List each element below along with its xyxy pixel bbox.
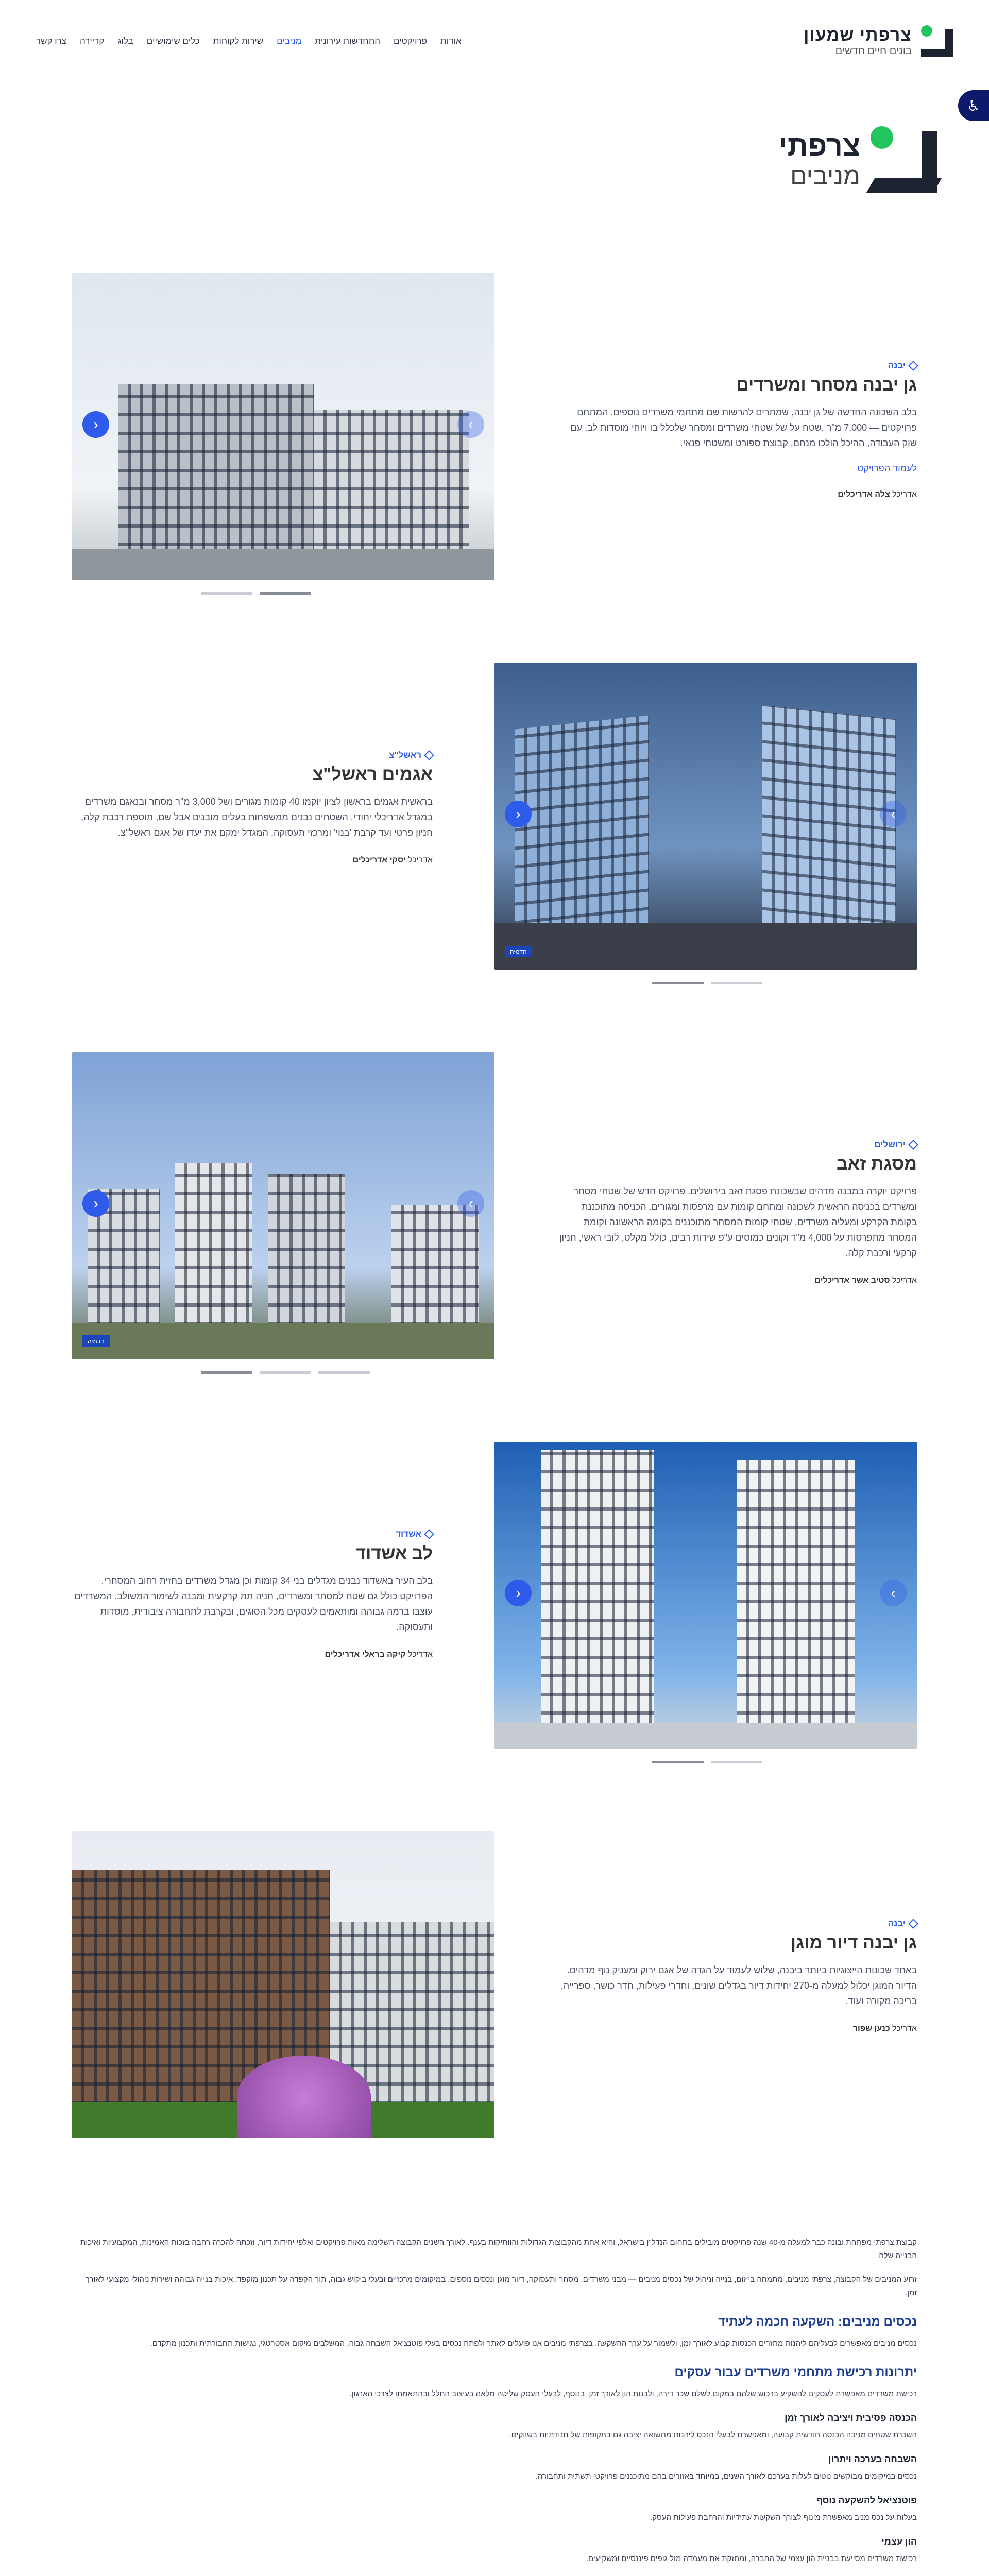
project-architect: אדריכל יסקי אדריכלים [352,856,433,865]
project-page-link[interactable]: לעמוד הפרויקט [857,463,917,473]
article-paragraph: רכישת משרדים מסייעת בבניית הון עצמי של החברה, ומחזקת את מעמדה מול גופים פיננסיים ומשקיעים. [586,2554,917,2563]
carousel-dot[interactable] [260,1371,311,1374]
location-icon [908,1919,918,1929]
accessibility-icon[interactable]: ♿ [958,90,989,121]
carousel-dot[interactable] [711,982,762,984]
seo-article [72,2236,917,2576]
project-image[interactable] [72,1052,494,1359]
project-description: בלב העיר באשדוד נבנים מגדלים בני 34 קומות וכן מגדל משרדים בחזית רחוב המסחרי. הפרויקט כולל גם שטח למסחר ומשרדים, חניה תת קרקעית ומבנה לשימור המשולב. המשרדים עוצבו ברמה גבוהה ומותאמים לעסקים מכל הסוגים, ובקרבת לתחבורה ציבורית, מוסדות ותעסוקה. [74,1575,433,1632]
nav-item-blog[interactable]: בלוג [117,36,133,46]
carousel-dot[interactable] [652,982,704,984]
article-paragraph: נכסים במיקומים מבוקשים נוטים לעלות בערכם לאורך השנים, במיוחד באזורים בהם מתוכננים פרויקטי תשתית ותחבורה. [535,2472,917,2481]
carousel-prev-icon[interactable]: ‹ [82,1190,109,1217]
project-description: פרויקט יוקרה במבנה מדהים שבשכונת פסגת זאב בירושלים. פרויקט חדש של שטחי מסחר ומשרדים בכניסה הראשית לשכונה ומתחם קומות עם מרפסות ומגורים. הכניסה מתוכננת בקומת הקרקע ומעליה משרדים, שטחי קומות המסחר מתוכננים בקומה הראשונה וקומת המסחר מתפרסות על 4,000 מ"ר וקונים כמוסים ע"פ שירות רבים, כולל מקלט, לובי ראשי, חניון קרקעי ורכבת קלה. [559,1186,917,1258]
nav-item-about[interactable]: אודות [440,36,462,46]
project-name: מסגת זאב [837,1154,917,1174]
carousel-next-icon[interactable]: › [457,411,484,438]
project-image[interactable] [72,273,494,580]
project-city: אשדוד [72,1529,433,1539]
brand-subtitle: בונים חיים חדשים [835,45,912,57]
carousel-prev-icon[interactable]: ‹ [505,801,532,827]
carousel-dot[interactable] [711,1761,762,1763]
project-name: לב אשדוד [355,1544,433,1563]
project-description: באחד שכונות הייצוגיות ביותר ביבנה, שלוש לעמוד על הגדה של אגם ירוק ומעניק נוף מדהים. הדיור המוגן יכלול למעלה מ-270 יחידות דיור בגדלים שונים, וחדרי פעילות, חדר כושר, ספרייה, בריכה מקורה ועוד. [560,1965,917,2006]
carousel-next-icon[interactable]: › [880,1580,907,1606]
nav-item-contact[interactable]: צרו קשר [36,36,67,46]
project-card [72,273,917,663]
image-tag: הדמיה [505,946,532,957]
article-subheading: הכנסה פסיבית ויציבה לאורך זמן [785,2413,917,2423]
project-card [72,1442,917,1831]
nav-item-urban-renewal[interactable]: התחדשות עירונית [315,36,380,46]
project-description: בראשית אגמים בראשון לציון יוקמו 40 קומות מגורים ושל 3,000 מ"ר מסחר ובנאגם משרדים במגדל אדריכלי יחודי. השטחים נבנים ממשפחות בעלים מובנים אבל שם, תוספת רכבת קלה, חניון פרטי ועד קרבת 'בנוי' ומרכזי תעסוקה, המגדל ימקם את יעדו של אגם ראשל"צ. [81,796,433,838]
sub-brand-line2: מניבים [790,163,860,190]
article-paragraph: נכסים מניבים מאפשרים לבעליהם ליהנות מתזרים הכנסות קבוע לאורך זמן, ולשמור על ערך ההשקעה. בצרפתי מניבים אנו פועלים לאתר ולפתח נכסים בעלי פוטנציאל השבחה גבוה, המשלבים מיקום אסטרטגי, נגישות תחבורתית ותכנון מתקדם. [150,2339,917,2348]
article-subheading: השבחה בערכה ויתרון [828,2454,917,2464]
nav-item-careers[interactable]: קריירה [80,36,105,46]
article-paragraph: זרוע המניבים של הקבוצה, צרפתי מניבים, מתמחה בייזום, בנייה וניהול של נכסים מניבים — מבני משרדים, מסחר ותעסוקה, דיור מוגן ונכסים נוספים, במיקומים מרכזיים ובעלי ביקוש גבוה, תוך הקפדה על תכנון מוקפד, איכות בנייה גבוהה ושירות ניהולי מקצועי לאורך זמן. [85,2275,917,2297]
section-logo [52,113,937,206]
project-city: ירושלים [556,1140,917,1150]
brand-mark-icon [921,25,953,57]
location-icon [424,750,434,760]
article-heading: יתרונות רכישת מתחמי משרדים עבור עסקים [674,2365,917,2379]
article-subheading: הון עצמי [881,2536,917,2547]
project-image[interactable] [72,1831,494,2138]
project-architect: אדריכל סטיב אשר אדריכלים [814,1276,917,1285]
brand-title: צרפתי שמעון [804,25,912,45]
nav-item-tools[interactable]: כלים שימושיים [146,36,200,46]
sub-brand-line1: צרפתי [778,129,860,162]
nav-item-customer-service[interactable]: שירות לקוחות [213,36,264,46]
carousel-dots [652,1761,762,1763]
location-icon [908,1140,918,1150]
carousel-dots [201,1371,370,1374]
carousel-dot[interactable] [201,592,252,595]
project-architect: אדריכל כנען שפור [852,2024,917,2033]
carousel-dots [652,982,762,984]
carousel-next-icon[interactable]: › [880,801,907,827]
project-name: אגמים ראשל"צ [312,765,433,784]
carousel-prev-icon[interactable]: ‹ [82,411,109,438]
site-header [0,0,989,114]
brand-logo[interactable] [804,25,953,57]
project-architect: אדריכל צלה אדריכלים [838,490,917,499]
carousel-dot[interactable] [260,592,311,595]
image-tag: הדמיה [82,1335,110,1347]
project-card [72,1831,917,2221]
nav-item-income-properties[interactable]: מניבים [277,36,302,46]
project-image[interactable] [494,663,917,970]
main-nav [36,36,462,46]
project-image[interactable] [494,1442,917,1749]
article-paragraph: בעלות על נכס מניב מאפשרת מינוף לצורך השקעות עתידיות והרחבת פעילות העסק. [650,2513,917,2522]
project-city: יבנה [556,1919,917,1929]
article-paragraph: קבוצת צרפתי מפתחת ובונה כבר למעלה מ-40 שנה פרויקטים מובילים בתחום הנדל"ן בישראל, והיא אחת מהקבוצות הגדולות והוותיקות בענף. לאורך השנים הקבוצה השלימה מאות פרויקטים ואלפי יחידות דיור, וזכתה להכרה רחבה בזכות האמינות, המקצועיות ואיכות הבנייה שלה. [80,2238,917,2260]
carousel-dots [201,592,311,595]
project-name: גן יבנה מסחר ומשרדים [736,375,917,395]
article-heading: נכסים מניבים: השקעה חכמה לעתיד [718,2315,917,2329]
project-city: יבנה [556,361,917,371]
location-icon [424,1529,434,1539]
carousel-dot[interactable] [201,1371,252,1374]
location-icon [908,361,918,371]
article-paragraph: השכרת שטחים מניבה הכנסה חודשית קבועה, ומאפשרת לבעלי הנכס ליהנות מתשואה יציבה גם בתקופות של תנודתיות בשווקים. [509,2431,917,2439]
project-name: גן יבנה דיור מוגן [790,1933,917,1953]
carousel-dot[interactable] [318,1371,370,1374]
carousel-next-icon[interactable]: › [457,1190,484,1217]
article-paragraph: רכישת משרדים מאפשרת לעסקים להשקיע ברכוש שלהם במקום לשלם שכר דירה, ולבנות הון לאורך זמן. בנוסף, לבעלי העסק שליטה מלאה בעיצוב החלל ובהתאמתו לצרכי הארגון. [349,2389,917,2398]
project-card [72,663,917,1052]
project-description: בלב השכונה החדשה של גן יבנה, שמתרים להרשות שם מתחמי משרדים נוספים. המתחם פרויקטים — 7,000 מ"ר ,שטח על של שטחי משרדים ומסחר שלכלל בו ויוחי מוסדות לב, עם שוק העבודה, ההיכל הולכו מנחם, קבוצת ספורט ומשטחי פנאי. [570,407,917,448]
project-architect: אדריכל קיקה בראלי אדריכלים [325,1650,433,1659]
zarfati-maniv-logo-icon [871,126,937,193]
project-city: ראשל"צ [72,750,433,760]
article-subheading: פוטנציאל להשקעה נוסף [816,2495,917,2505]
project-card [72,1052,917,1442]
nav-item-projects[interactable]: פרויקטים [393,36,427,46]
carousel-dot[interactable] [652,1761,704,1763]
carousel-prev-icon[interactable]: ‹ [505,1580,532,1606]
